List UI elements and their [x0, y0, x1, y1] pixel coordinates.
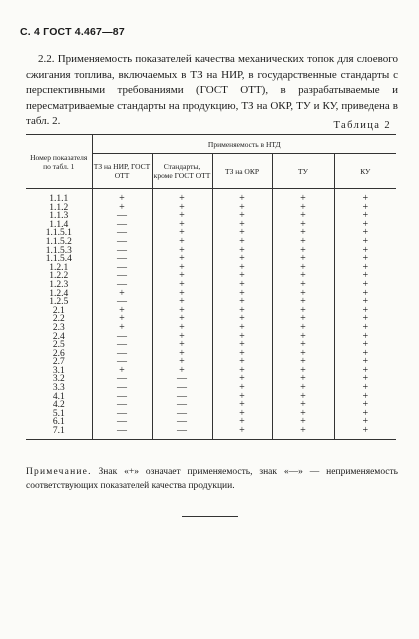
applicability-cell: +: [212, 307, 272, 316]
applicability-cell: +: [152, 350, 212, 359]
applicability-cell: +: [152, 272, 212, 281]
applicability-cell: +: [272, 341, 334, 350]
applicability-cell: +: [92, 307, 152, 316]
indicator-number-cell: 1.1.5.4: [26, 255, 92, 264]
applicability-cell: +: [272, 281, 334, 290]
column-header: ТЗ на НИР, ГОСТ ОТТ: [92, 154, 152, 189]
applicability-cell: +: [152, 290, 212, 299]
applicability-cell: +: [152, 212, 212, 221]
table-row: [26, 333, 396, 342]
applicability-cell: +: [92, 189, 152, 204]
applicability-cell: +: [92, 315, 152, 324]
table-row: [26, 229, 396, 238]
indicator-number-cell: 3.3: [26, 384, 92, 393]
applicability-cell: —: [92, 229, 152, 238]
table-row: [26, 221, 396, 230]
table-row: [26, 401, 396, 410]
table-body: [26, 189, 396, 440]
applicability-cell: +: [272, 384, 334, 393]
indicator-number-cell: 3.2: [26, 375, 92, 384]
applicability-cell: +: [212, 367, 272, 376]
intro-text: 2.2. Применяемость показателей качества механических топок для слоевого сжигания топлива, включаемых в ТЗ на НИР, в государственные стандарты с перспективными требованиями (ГОСТ ОТТ), в разрабатываемые и пересматриваемые стандарты на продукцию, ТЗ на ОКР, ТУ и КУ, приведена в табл. 2.: [26, 53, 398, 128]
applicability-cell: +: [212, 350, 272, 359]
indicator-number-cell: 1.1.5.1: [26, 229, 92, 238]
applicability-cell: +: [152, 307, 212, 316]
applicability-cell: +: [362, 278, 369, 290]
applicability-cell: +: [152, 315, 212, 324]
applicability-cell: +: [92, 324, 152, 333]
indicator-number-header: Номер показателя по табл. 1: [26, 135, 92, 189]
applicability-cell: +: [212, 418, 272, 427]
applicability-cell: +: [272, 358, 334, 367]
indicator-number-cell: 1.1.5.2: [26, 238, 92, 247]
applicability-cell: +: [212, 410, 272, 419]
indicator-number-cell: 2.3: [26, 324, 92, 333]
applicability-cell: +: [272, 350, 334, 359]
indicator-number-cell: 6.1: [26, 418, 92, 427]
applicability-cell: +: [272, 264, 334, 273]
indicator-number-cell: 1.2.3: [26, 281, 92, 290]
applicability-cell: +: [272, 324, 334, 333]
applicability-cell: +: [272, 272, 334, 281]
table-row: [26, 212, 396, 221]
table-row: [26, 255, 396, 264]
applicability-cell: —: [92, 212, 152, 221]
applicability-cell: +: [272, 427, 334, 439]
applicability-cell: +: [362, 287, 369, 299]
applicability-cell: —: [92, 358, 152, 367]
applicability-cell: +: [362, 390, 369, 402]
applicability-cell: +: [212, 290, 272, 299]
applicability-cell: +: [212, 264, 272, 273]
applicability-cell: +: [212, 229, 272, 238]
applicability-cell: +: [362, 227, 369, 239]
table-row: [26, 238, 396, 247]
end-rule: [182, 516, 238, 517]
table-row: [26, 204, 396, 213]
applicability-cell: +: [152, 238, 212, 247]
applicability-cell: —: [92, 298, 152, 307]
applicability-cell: +: [212, 247, 272, 256]
indicator-number-cell: 1.1.3: [26, 212, 92, 221]
applicability-cell: +: [362, 321, 369, 333]
applicability-cell: —: [92, 238, 152, 247]
applicability-cell: +: [212, 427, 272, 439]
applicability-cell: +: [152, 204, 212, 213]
applicability-cell: —: [152, 401, 212, 410]
applicability-cell: +: [362, 382, 369, 394]
applicability-cell: +: [272, 204, 334, 213]
applicability-cell: +: [212, 281, 272, 290]
applicability-cell: —: [92, 384, 152, 393]
applicability-cell: +: [334, 427, 396, 439]
indicator-number-cell: 1.2.5: [26, 298, 92, 307]
applicability-group-header: Применяемость в НТД: [92, 135, 396, 154]
indicator-number-cell: 7.1: [26, 427, 92, 439]
indicator-number-cell: 4.2: [26, 401, 92, 410]
applicability-cell: +: [92, 290, 152, 299]
applicability-cell: +: [212, 272, 272, 281]
indicator-number-cell: 1.2.1: [26, 264, 92, 273]
note-text: Знак «+» означает применяемость, знак «—» — неприменяемость соответствующих показателей качества продукции.: [26, 467, 399, 491]
applicability-cell: +: [272, 298, 334, 307]
indicator-number-cell: 5.1: [26, 410, 92, 419]
applicability-cell: —: [92, 264, 152, 273]
applicability-cell: +: [152, 255, 212, 264]
indicator-number-cell: 2.6: [26, 350, 92, 359]
table-row: [26, 341, 396, 350]
table-row: [26, 324, 396, 333]
indicator-number-cell: 3.1: [26, 367, 92, 376]
column-header: ТУ: [272, 154, 334, 189]
applicability-cell: +: [362, 253, 369, 265]
indicator-number-cell: 2.7: [26, 358, 92, 367]
applicability-cell: +: [152, 221, 212, 230]
applicability-cell: —: [152, 418, 212, 427]
applicability-cell: —: [92, 333, 152, 342]
applicability-cell: +: [152, 324, 212, 333]
indicator-number-cell: 2.4: [26, 333, 92, 342]
applicability-cell: +: [152, 264, 212, 273]
applicability-cell: +: [272, 189, 334, 204]
indicator-number-cell: 1.1.2: [26, 204, 92, 213]
indicator-number-cell: 2.2: [26, 315, 92, 324]
applicability-cell: +: [362, 193, 369, 204]
indicator-number-cell: 2.1: [26, 307, 92, 316]
applicability-cell: +: [212, 341, 272, 350]
applicability-cell: +: [362, 270, 369, 282]
indicator-number-cell: 4.1: [26, 393, 92, 402]
applicability-cell: +: [272, 410, 334, 419]
applicability-cell: +: [362, 347, 369, 359]
applicability-cell: +: [362, 407, 369, 419]
table-row: [26, 307, 396, 316]
indicator-number-cell: 1.1.4: [26, 221, 92, 230]
page-header: С. 4 ГОСТ 4.467—87: [20, 26, 125, 38]
applicability-cell: +: [212, 358, 272, 367]
applicability-cell: +: [152, 189, 212, 204]
applicability-cell: +: [152, 281, 212, 290]
applicability-cell: +: [212, 401, 272, 410]
applicability-cell: +: [272, 401, 334, 410]
applicability-cell: +: [212, 384, 272, 393]
applicability-cell: +: [362, 399, 369, 411]
applicability-cell: +: [152, 341, 212, 350]
applicability-cell: +: [272, 367, 334, 376]
applicability-cell: +: [272, 315, 334, 324]
applicability-cell: —: [92, 427, 152, 439]
applicability-cell: +: [272, 307, 334, 316]
table-row: [26, 298, 396, 307]
applicability-cell: +: [212, 324, 272, 333]
applicability-cell: +: [212, 393, 272, 402]
table-row: [26, 367, 396, 376]
table-row: [26, 272, 396, 281]
applicability-cell: +: [92, 204, 152, 213]
applicability-cell: +: [272, 393, 334, 402]
applicability-cell: +: [362, 330, 369, 342]
applicability-cell: +: [272, 229, 334, 238]
applicability-cell: +: [212, 255, 272, 264]
applicability-cell: +: [152, 247, 212, 256]
applicability-cell: —: [152, 410, 212, 419]
applicability-cell: —: [92, 272, 152, 281]
applicability-cell: —: [92, 393, 152, 402]
applicability-cell: —: [152, 427, 212, 439]
applicability-cell: —: [92, 247, 152, 256]
applicability-cell: —: [152, 384, 212, 393]
applicability-cell: +: [152, 333, 212, 342]
table-row: [26, 375, 396, 384]
applicability-cell: +: [272, 255, 334, 264]
applicability-cell: +: [212, 212, 272, 221]
column-header: КУ: [334, 154, 396, 189]
applicability-cell: +: [362, 313, 369, 325]
applicability-cell: +: [362, 416, 369, 428]
table-row: [26, 264, 396, 273]
applicability-cell: +: [362, 296, 369, 308]
indicator-number-cell: 1.1.5.3: [26, 247, 92, 256]
table-row: [26, 358, 396, 367]
table-row: [26, 189, 396, 204]
applicability-table: [26, 134, 396, 440]
applicability-cell: +: [362, 304, 369, 316]
column-header: ТЗ на ОКР: [212, 154, 272, 189]
applicability-cell: —: [152, 375, 212, 384]
applicability-cell: +: [272, 290, 334, 299]
applicability-cell: +: [92, 367, 152, 376]
table-row: [26, 410, 396, 419]
applicability-cell: +: [272, 375, 334, 384]
applicability-cell: +: [212, 189, 272, 204]
applicability-cell: +: [362, 210, 369, 222]
applicability-cell: +: [212, 375, 272, 384]
applicability-cell: +: [272, 247, 334, 256]
applicability-cell: +: [212, 238, 272, 247]
applicability-cell: +: [212, 221, 272, 230]
table-row: [26, 393, 396, 402]
applicability-cell: +: [362, 356, 369, 368]
applicability-cell: +: [362, 339, 369, 351]
applicability-cell: +: [152, 229, 212, 238]
table-row: [26, 281, 396, 290]
applicability-cell: +: [362, 201, 369, 213]
indicator-number-cell: 2.5: [26, 341, 92, 350]
applicability-cell: —: [92, 255, 152, 264]
applicability-cell: +: [272, 418, 334, 427]
applicability-cell: +: [362, 364, 369, 376]
applicability-cell: +: [362, 235, 369, 247]
table-row: [26, 350, 396, 359]
applicability-cell: +: [362, 261, 369, 273]
table-note: [26, 466, 398, 493]
table-row: [26, 418, 396, 427]
note-label: Примечание.: [26, 467, 92, 477]
intro-paragraph: [26, 52, 398, 130]
table-row: [26, 290, 396, 299]
column-header: Стандарты, кроме ГОСТ ОТТ: [152, 154, 212, 189]
applicability-cell: +: [362, 244, 369, 256]
applicability-cell: —: [92, 401, 152, 410]
applicability-cell: —: [92, 410, 152, 419]
applicability-cell: +: [212, 298, 272, 307]
applicability-cell: —: [92, 281, 152, 290]
applicability-cell: +: [212, 204, 272, 213]
applicability-cell: +: [272, 212, 334, 221]
applicability-cell: +: [152, 367, 212, 376]
applicability-cell: —: [92, 341, 152, 350]
table-row: [26, 247, 396, 256]
applicability-cell: +: [362, 373, 369, 385]
applicability-cell: +: [272, 333, 334, 342]
applicability-cell: +: [362, 218, 369, 230]
table-caption: Таблица 2: [333, 120, 391, 131]
applicability-cell: +: [272, 238, 334, 247]
applicability-cell: +: [212, 333, 272, 342]
applicability-cell: +: [272, 221, 334, 230]
applicability-cell: —: [92, 350, 152, 359]
table-row: [26, 315, 396, 324]
table-row: [26, 427, 396, 439]
indicator-number-cell: 1.2.4: [26, 290, 92, 299]
applicability-cell: +: [152, 298, 212, 307]
indicator-number-cell: 1.2.2: [26, 272, 92, 281]
applicability-cell: +: [152, 358, 212, 367]
applicability-cell: +: [212, 315, 272, 324]
applicability-cell: —: [92, 221, 152, 230]
indicator-number-cell: 1.1.1: [26, 189, 92, 204]
table-row: [26, 384, 396, 393]
applicability-cell: —: [152, 393, 212, 402]
applicability-cell: —: [92, 375, 152, 384]
applicability-cell: —: [92, 418, 152, 427]
